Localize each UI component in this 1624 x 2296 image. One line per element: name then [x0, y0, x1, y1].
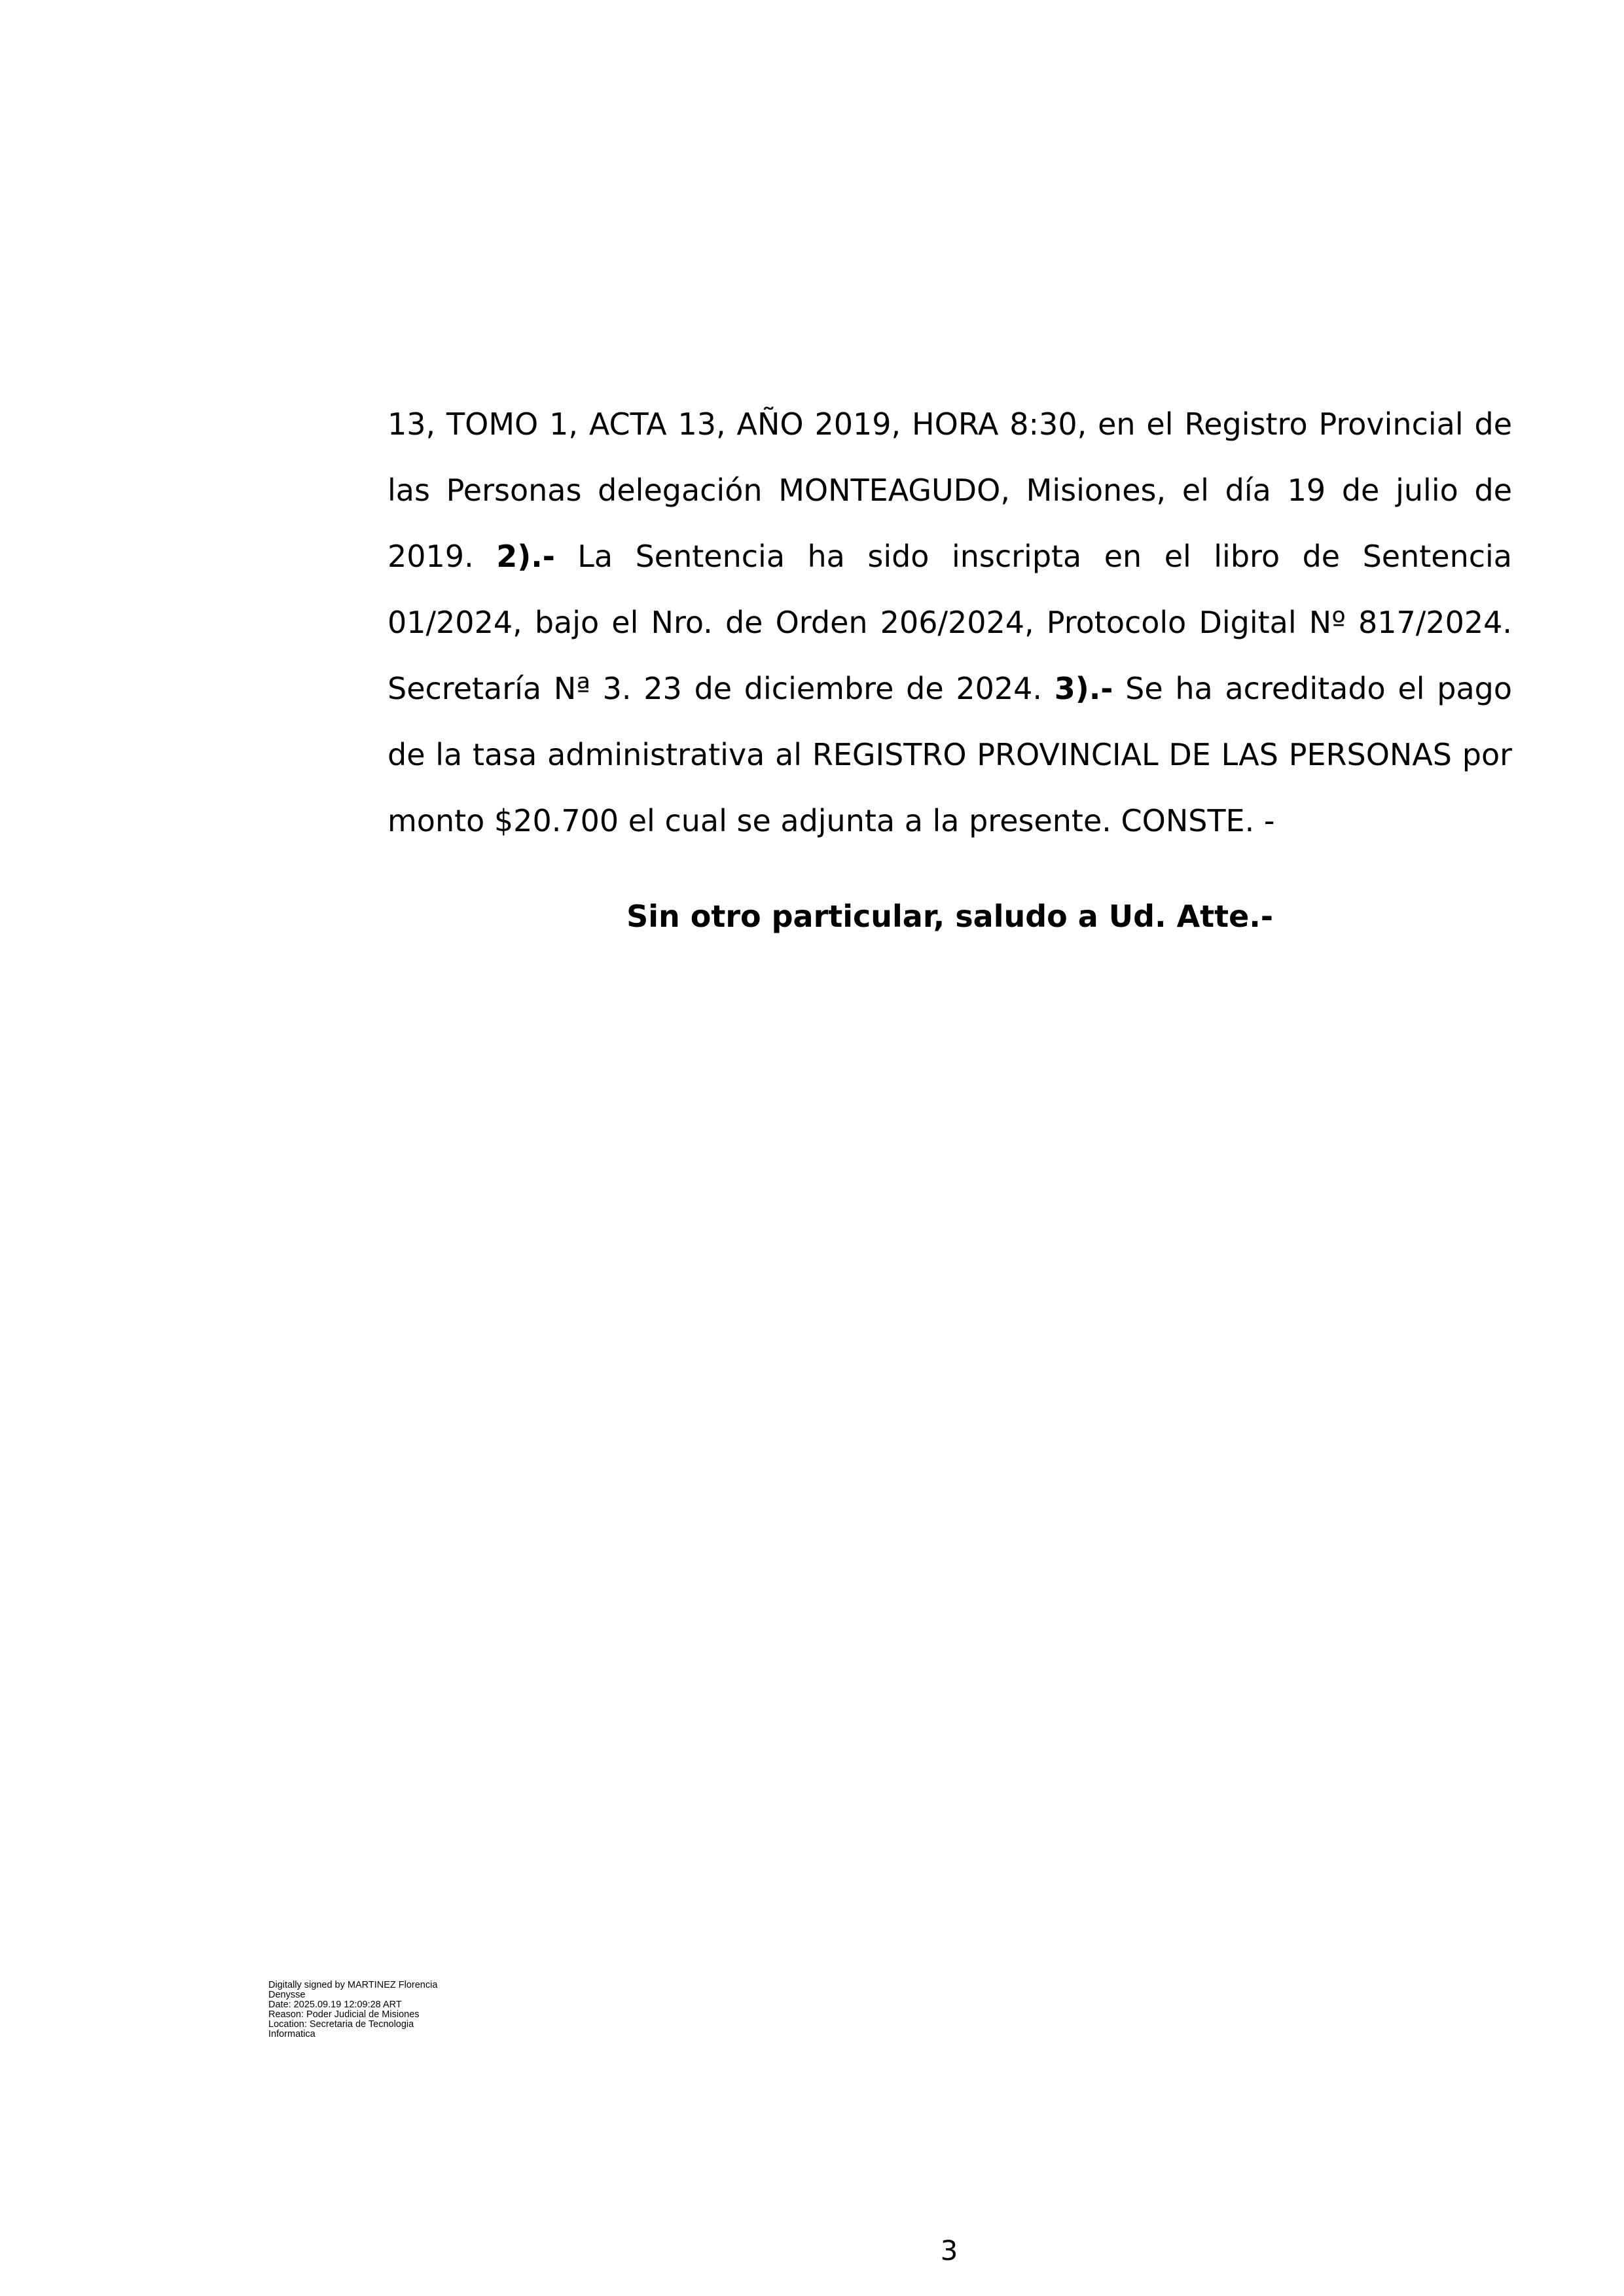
- paragraph-part-2: La Sentencia ha sido inscripta en el libro de Sentencia 01/2024, bajo el Nro. de Orden 206/2024, Protocolo Digital Nº 817/2024. Secretaría Nª 3. 23 de diciembre de 2024.: [388, 539, 1512, 706]
- paragraph-part-3: Se ha acreditado el pago de la tasa administrativa al REGISTRO PROVINCIAL DE LAS PERSONAS por monto $20.700 el cual se adjunta a la presente. CONSTE. -: [388, 671, 1512, 838]
- body-paragraph: [388, 391, 1512, 854]
- signature-line-6: Informatica: [268, 2029, 316, 2039]
- item-marker-3: 3).-: [1054, 671, 1113, 706]
- signature-line-2: Denysse: [268, 1990, 306, 2000]
- signature-line-5: Location: Secretaria de Tecnologia: [268, 2019, 414, 2030]
- signature-line-1: Digitally signed by MARTINEZ Florencia: [268, 1980, 438, 1990]
- paragraph-part-1: 13, TOMO 1, ACTA 13, AÑO 2019, HORA 8:30, en el Registro Provincial de las Personas delegación MONTEAGUDO, Misiones, el día 19 de julio de 2019.: [388, 406, 1512, 574]
- digital-signature-block: [268, 1981, 543, 2039]
- signature-line-4: Reason: Poder Judicial de Misiones: [268, 2009, 420, 2020]
- page-number: 3: [940, 2234, 958, 2267]
- signature-line-3: Date: 2025.09.19 12:09:28 ART: [268, 2000, 402, 2010]
- closing-line: Sin otro particular, saludo a Ud. Atte.-: [626, 899, 1273, 934]
- item-marker-2: 2).-: [496, 539, 555, 574]
